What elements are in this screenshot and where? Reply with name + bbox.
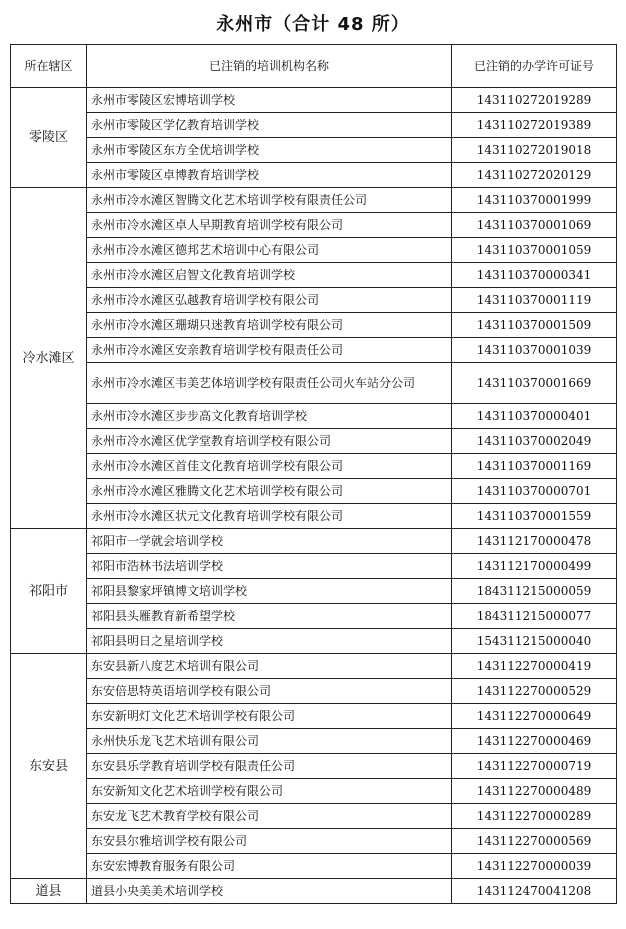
table-row <box>11 288 617 313</box>
institution-name-cell: 东安新知文化艺术培训学校有限公司 <box>87 779 452 804</box>
license-number-cell: 143110370000701 <box>452 479 617 504</box>
table-row <box>11 88 617 113</box>
license-number-cell: 143112270000529 <box>452 679 617 704</box>
license-number-cell: 143112270000649 <box>452 704 617 729</box>
license-number-cell: 143110272019289 <box>452 88 617 113</box>
institution-name-cell: 东安倍思特英语培训学校有限公司 <box>87 679 452 704</box>
table-row <box>11 338 617 363</box>
table-row <box>11 629 617 654</box>
table-row <box>11 213 617 238</box>
license-number-cell: 143110370001119 <box>452 288 617 313</box>
license-number-cell: 143110370001999 <box>452 188 617 213</box>
table-row <box>11 854 617 879</box>
institution-name-cell: 东安龙飞艺术教育学校有限公司 <box>87 804 452 829</box>
license-number-cell: 143112470041208 <box>452 879 617 904</box>
table-row <box>11 404 617 429</box>
license-number-cell: 143110370001509 <box>452 313 617 338</box>
region-cell: 东安县 <box>11 654 87 879</box>
table-row <box>11 804 617 829</box>
institution-name-cell: 永州市冷水滩区安亲教育培训学校有限责任公司 <box>87 338 452 363</box>
institution-name-cell: 祁阳市一学就会培训学校 <box>87 529 452 554</box>
institution-name-cell: 永州市冷水滩区步步高文化教育培训学校 <box>87 404 452 429</box>
license-number-cell: 143110370001039 <box>452 338 617 363</box>
institution-name-cell: 东安宏博教育服务有限公司 <box>87 854 452 879</box>
institution-name-cell: 永州市冷水滩区优学堂教育培训学校有限公司 <box>87 429 452 454</box>
table-row <box>11 554 617 579</box>
header-region: 所在辖区 <box>11 45 87 88</box>
table-row <box>11 679 617 704</box>
license-number-cell: 143112170000478 <box>452 529 617 554</box>
table-row <box>11 163 617 188</box>
license-number-cell: 143110272019018 <box>452 138 617 163</box>
license-number-cell: 143110370001069 <box>452 213 617 238</box>
institution-name-cell: 永州快乐龙飞艺术培训有限公司 <box>87 729 452 754</box>
table-row <box>11 754 617 779</box>
institution-name-cell: 祁阳县头雁教育新希望学校 <box>87 604 452 629</box>
institution-name-cell: 永州市冷水滩区智腾文化艺术培训学校有限责任公司 <box>87 188 452 213</box>
table-row <box>11 529 617 554</box>
license-number-cell: 143112270000039 <box>452 854 617 879</box>
license-number-cell: 143110370001059 <box>452 238 617 263</box>
license-number-cell: 143112170000499 <box>452 554 617 579</box>
region-cell: 零陵区 <box>11 88 87 188</box>
license-number-cell: 154311215000040 <box>452 629 617 654</box>
table-row <box>11 479 617 504</box>
institution-name-cell: 永州市冷水滩区状元文化教育培训学校有限公司 <box>87 504 452 529</box>
institution-name-cell: 永州市冷水滩区德邦艺术培训中心有限公司 <box>87 238 452 263</box>
institution-name-cell: 东安新明灯文化艺术培训学校有限公司 <box>87 704 452 729</box>
table-row <box>11 879 617 904</box>
license-number-cell: 143110370002049 <box>452 429 617 454</box>
institution-name-cell: 祁阳县黎家坪镇博文培训学校 <box>87 579 452 604</box>
table-row <box>11 654 617 679</box>
institution-name-cell: 道县小央美美术培训学校 <box>87 879 452 904</box>
license-number-cell: 143110370000341 <box>452 263 617 288</box>
page-title: 永州市（合计 48 所） <box>216 14 410 35</box>
license-number-cell: 143112270000489 <box>452 779 617 804</box>
institution-name-cell: 东安县尔雅培训学校有限公司 <box>87 829 452 854</box>
license-number-cell: 143110370001669 <box>452 363 617 404</box>
table-row <box>11 263 617 288</box>
institution-name-cell: 永州市冷水滩区启智文化教育培训学校 <box>87 263 452 288</box>
institution-name-cell: 永州市零陵区东方全优培训学校 <box>87 138 452 163</box>
license-number-cell: 143112270000289 <box>452 804 617 829</box>
institution-name-cell: 永州市零陵区卓博教育培训学校 <box>87 163 452 188</box>
license-number-cell: 143112270000469 <box>452 729 617 754</box>
table-row <box>11 454 617 479</box>
table-body <box>11 88 617 904</box>
license-number-cell: 184311215000077 <box>452 604 617 629</box>
license-number-cell: 143112270000569 <box>452 829 617 854</box>
region-cell: 道县 <box>11 879 87 904</box>
table-row <box>11 429 617 454</box>
table-row <box>11 604 617 629</box>
header-license-number: 已注销的办学许可证号 <box>452 45 617 88</box>
table-row <box>11 704 617 729</box>
license-number-cell: 143110272019389 <box>452 113 617 138</box>
revoked-institutions-table <box>10 44 617 904</box>
table-header-row <box>11 45 617 88</box>
license-number-cell: 184311215000059 <box>452 579 617 604</box>
institution-name-cell: 祁阳市浩林书法培训学校 <box>87 554 452 579</box>
institution-name-cell: 永州市冷水滩区卓人早期教育培训学校有限公司 <box>87 213 452 238</box>
institution-name-cell: 永州市零陵区宏博培训学校 <box>87 88 452 113</box>
institution-name-cell: 永州市冷水滩区珊瑚只迷教育培训学校有限公司 <box>87 313 452 338</box>
table-row <box>11 188 617 213</box>
table-row <box>11 363 617 404</box>
license-number-cell: 143112270000419 <box>452 654 617 679</box>
institution-name-cell: 东安县乐学教育培训学校有限责任公司 <box>87 754 452 779</box>
license-number-cell: 143110370001169 <box>452 454 617 479</box>
region-cell: 祁阳市 <box>11 529 87 654</box>
institution-name-cell: 东安县新八度艺术培训有限公司 <box>87 654 452 679</box>
table-row <box>11 729 617 754</box>
institution-name-cell: 永州市冷水滩区韦美艺体培训学校有限责任公司火车站分公司 <box>87 363 452 404</box>
table-row <box>11 579 617 604</box>
license-number-cell: 143110370001559 <box>452 504 617 529</box>
table-row <box>11 313 617 338</box>
table-row <box>11 504 617 529</box>
institution-name-cell: 永州市冷水滩区雅腾文化艺术培训学校有限公司 <box>87 479 452 504</box>
table-row <box>11 113 617 138</box>
table-row <box>11 779 617 804</box>
table-row <box>11 238 617 263</box>
license-number-cell: 143110370000401 <box>452 404 617 429</box>
institution-name-cell: 永州市冷水滩区弘越教育培训学校有限公司 <box>87 288 452 313</box>
institution-name-cell: 永州市冷水滩区首佳文化教育培训学校有限公司 <box>87 454 452 479</box>
region-cell: 冷水滩区 <box>11 188 87 529</box>
header-institution-name: 已注销的培训机构名称 <box>87 45 452 88</box>
institution-name-cell: 永州市零陵区学亿教育培训学校 <box>87 113 452 138</box>
table-row <box>11 138 617 163</box>
license-number-cell: 143110272020129 <box>452 163 617 188</box>
institution-name-cell: 祁阳县明日之星培训学校 <box>87 629 452 654</box>
license-number-cell: 143112270000719 <box>452 754 617 779</box>
table-row <box>11 829 617 854</box>
